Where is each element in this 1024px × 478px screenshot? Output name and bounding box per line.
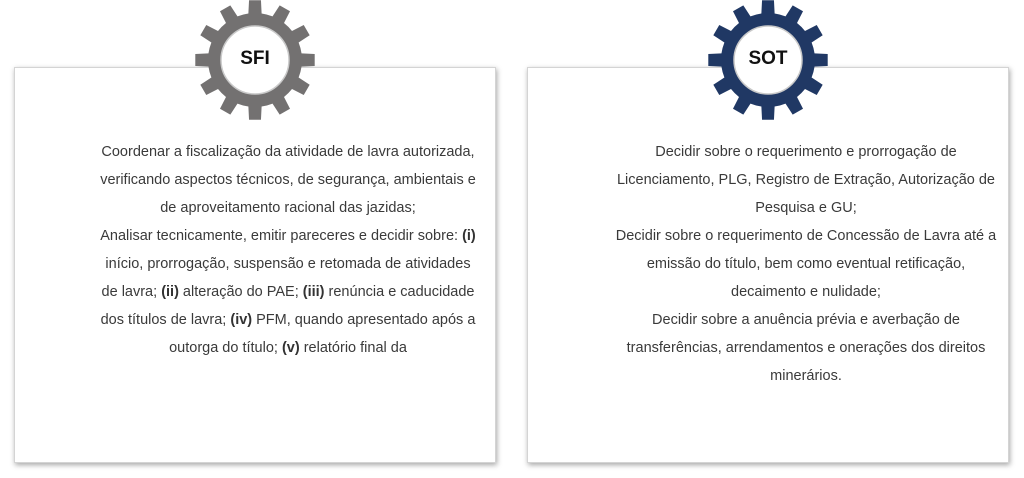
sfi-gear-icon [191, 0, 319, 128]
list-marker: (iii) [302, 284, 325, 300]
text-run: renúncia e caducidade dos títulos de lavra; [100, 284, 475, 328]
sot-gear-icon [704, 0, 832, 128]
list-marker: (v) [281, 340, 300, 356]
sot-paragraph [608, 138, 1004, 222]
text-run: alteração do PAE; [178, 284, 303, 300]
sot-paragraph [608, 222, 1004, 306]
text-run: Decidir sobre a anuência prévia e averbação de transferências, arrendamentos e onerações dos direitos minerários. [626, 312, 986, 384]
list-marker: (i) [462, 228, 476, 244]
text-run: PFM, quando apresentado após a outorga do título; [169, 312, 476, 356]
text-run: início, prorrogação, suspensão e retomada de atividades de lavra; [101, 256, 471, 300]
list-marker: (ii) [161, 284, 179, 300]
text-run: Decidir sobre o requerimento e prorrogação de Licenciamento, PLG, Registro de Extração, Autorização de Pesquisa e GU; [616, 144, 995, 216]
text-run: Analisar tecnicamente, emitir pareceres e decidir sobre: [100, 228, 463, 244]
sfi-paragraph [97, 138, 479, 222]
sot-description [608, 138, 1004, 390]
list-marker: (iv) [230, 312, 253, 328]
sot-title: SOT [748, 48, 788, 69]
text-run: relatório final da [299, 340, 407, 356]
sfi-paragraph [97, 222, 479, 362]
sot-paragraph [608, 306, 1004, 390]
text-run: Decidir sobre o requerimento de Concessão de Lavra até a emissão do título, bem como eventual retificação, decaimento e nulidade; [615, 228, 997, 300]
sfi-title: SFI [240, 48, 270, 69]
sfi-description [97, 138, 479, 362]
text-run: Coordenar a fiscalização da atividade de lavra autorizada, verificando aspectos técnicos, de segurança, ambientais e de aproveitamento racional das jazidas; [100, 144, 476, 216]
